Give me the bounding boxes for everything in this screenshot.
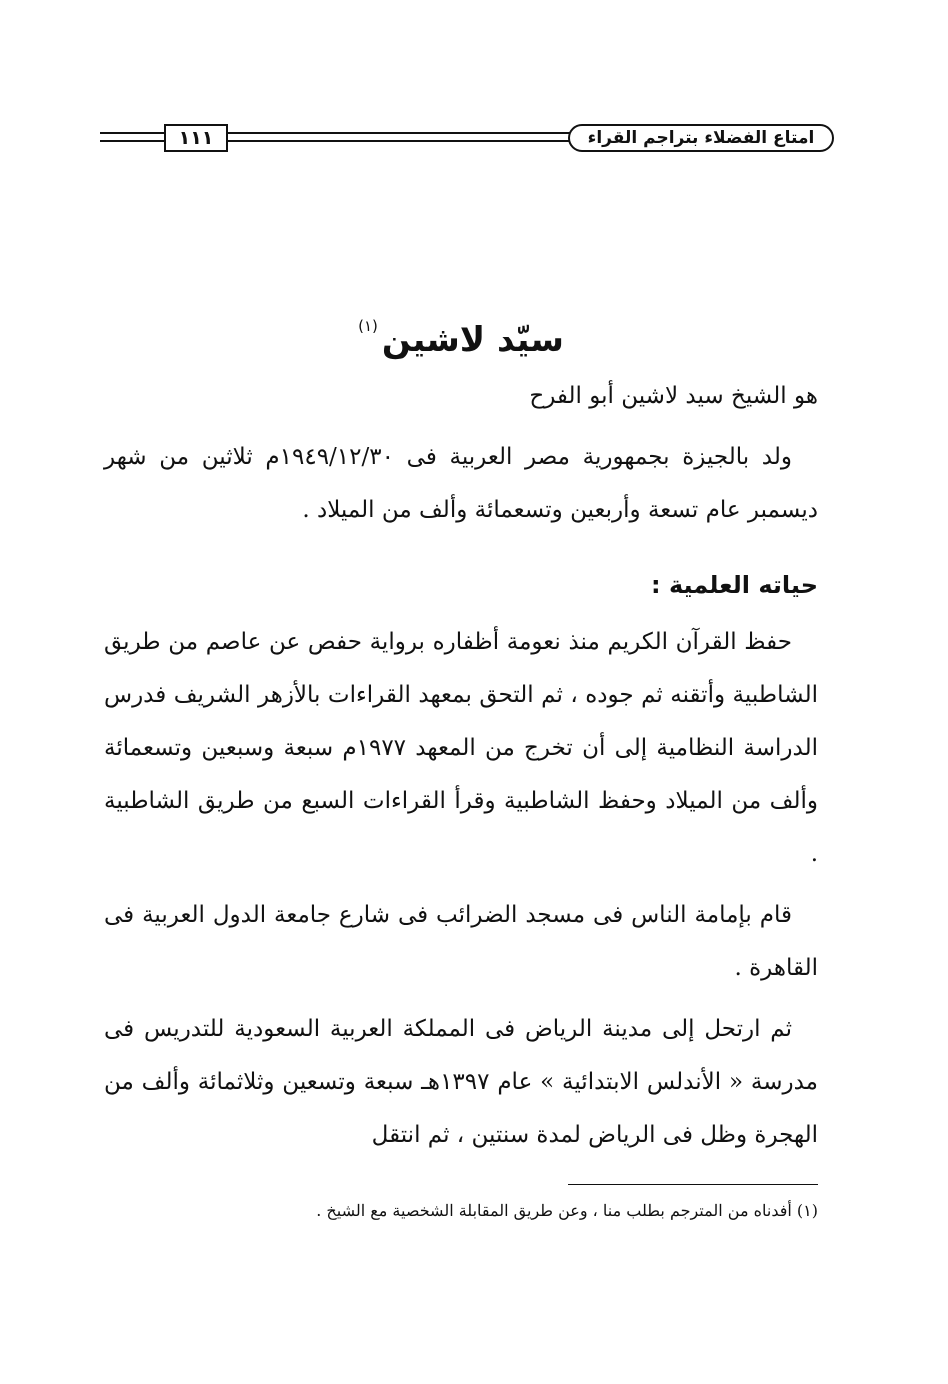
education-paragraph: حفظ القرآن الكريم منذ نعومة أظفاره برواية حفص عن عاصم من طريق الشاطبية وأتقنه ثم جوده ، ثم التحق بمعهد القراءات بالأزهر الشريف فدرس الدراسة النظامية إلى أن تخرج من المعهد ١٩٧٧م سبعة وسبعين وتسعمائة وألف من الميلاد وحفظ الشاطبية وقرأ القراءات السبع من طريق الشاطبية . <box>104 629 819 867</box>
birth-paragraph: ولد بالجيزة بجمهورية مصر العربية فى ١٩٤٩/١٢/٣٠م ثلاثين من شهر ديسمبر عام تسعة وأربعين وتسعمائة وألف من الميلاد . <box>104 444 818 523</box>
article-title <box>104 298 818 368</box>
header-rule-middle-top <box>228 132 570 134</box>
footnote-rule <box>568 1184 818 1185</box>
footnote: (١) أفدناه من المترجم بطلب منا ، وعن طريق المقابلة الشخصية مع الشيخ . <box>316 1201 818 1220</box>
header-rule-left-top <box>100 132 164 134</box>
intro-paragraph: هو الشيخ سيد لاشين أبو الفرح <box>529 383 818 409</box>
article-body <box>104 298 818 1170</box>
header-rule-left-bottom <box>100 140 164 142</box>
book-title: امتاع الفضلاء بتراجم القراء <box>568 124 834 152</box>
running-header <box>100 118 834 160</box>
article-title-text: سيّد لاشين <box>381 320 564 360</box>
riyadh-paragraph: ثم ارتحل إلى مدينة الرياض فى المملكة العربية السعودية للتدريس فى مدرسة « الأندلس الابتدائية » عام ١٣٩٧هـ سبعة وتسعين وثلاثمائة وألف من الهجرة وظل فى الرياض لمدة سنتين ، ثم انتقل <box>104 1016 818 1148</box>
header-rule-middle-bottom <box>228 140 570 142</box>
imamate-paragraph: قام بإمامة الناس فى مسجد الضرائب فى شارع جامعة الدول العربية فى القاهرة . <box>104 902 818 981</box>
page-number: ١١١ <box>164 124 228 152</box>
section-heading: حياته العلمية : <box>650 571 818 599</box>
title-footnote-ref: (١) <box>358 317 378 335</box>
